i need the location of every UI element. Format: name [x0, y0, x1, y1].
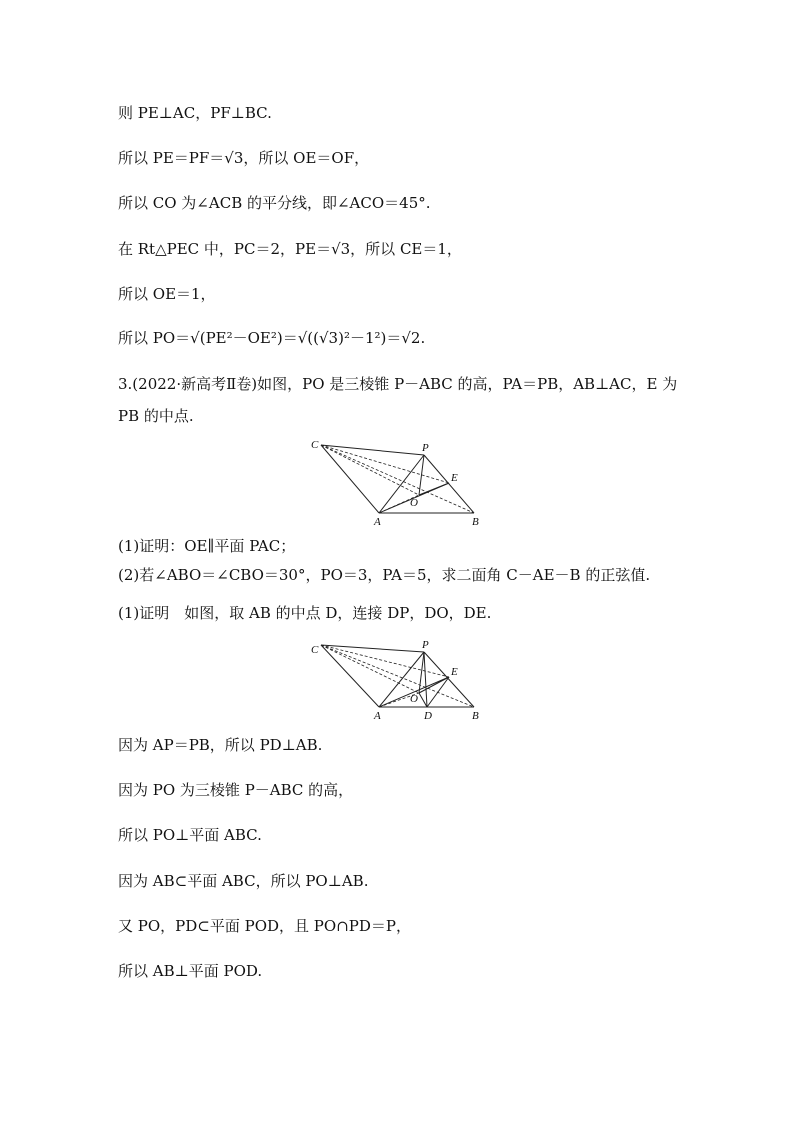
text-line-1: 则 PE⊥AC，PF⊥BC. [118, 104, 272, 122]
proof-line-5: 又 PO，PD⊂平面 POD，且 PO∩PD＝P， [118, 917, 411, 935]
text-line-5: 所以 OE＝1， [118, 285, 216, 303]
figure-pyramid-2 [300, 635, 500, 730]
text-line-6: 所以 PO＝√(PE²－OE²)＝√((√3)²－1²)＝√2. [118, 329, 426, 347]
label-A: A [374, 710, 381, 722]
label-P: P [422, 442, 429, 454]
proof-line-2: 因为 PO 为三棱锥 P－ABC 的高， [118, 781, 354, 799]
proof-line-1: 因为 AP＝PB，所以 PD⊥AB. [118, 736, 323, 754]
label-O: O [410, 497, 418, 509]
text-line-2: 所以 PE＝PF＝√3，所以 OE＝OF， [118, 149, 370, 167]
label-C: C [311, 439, 319, 451]
label-A: A [374, 516, 381, 528]
figure-pyramid-1 [300, 435, 500, 530]
label-O: O [410, 693, 418, 705]
part-1-prompt: (1)证明：OE∥平面 PAC； [118, 537, 296, 555]
proof-intro: (1)证明 如图，取 AB 的中点 D，连接 DP，DO，DE. [118, 604, 492, 622]
text-line-3: 所以 CO 为∠ACB 的平分线，即∠ACO＝45°. [118, 194, 431, 212]
proof-line-4: 因为 AB⊂平面 ABC，所以 PO⊥AB. [118, 872, 369, 890]
text-line-4: 在 Rt△PEC 中，PC＝2，PE＝√3，所以 CE＝1， [118, 240, 462, 258]
label-C: C [311, 644, 319, 656]
label-B: B [472, 710, 479, 722]
label-E: E [451, 666, 458, 678]
label-E: E [451, 472, 458, 484]
label-P: P [422, 639, 429, 651]
problem-statement: 3.(2022·新高考Ⅱ卷)如图，PO 是三棱锥 P－ABC 的高，PA＝PB，AB⊥AC，E 为 PB 的中点. [118, 375, 678, 425]
part-2-prompt: (2)若∠ABO＝∠CBO＝30°，PO＝3，PA＝5，求二面角 C－AE－B 的正弦值. [118, 566, 651, 584]
label-D: D [424, 710, 432, 722]
label-B: B [472, 516, 479, 528]
proof-line-3: 所以 PO⊥平面 ABC. [118, 826, 262, 844]
proof-line-6: 所以 AB⊥平面 POD. [118, 962, 263, 980]
